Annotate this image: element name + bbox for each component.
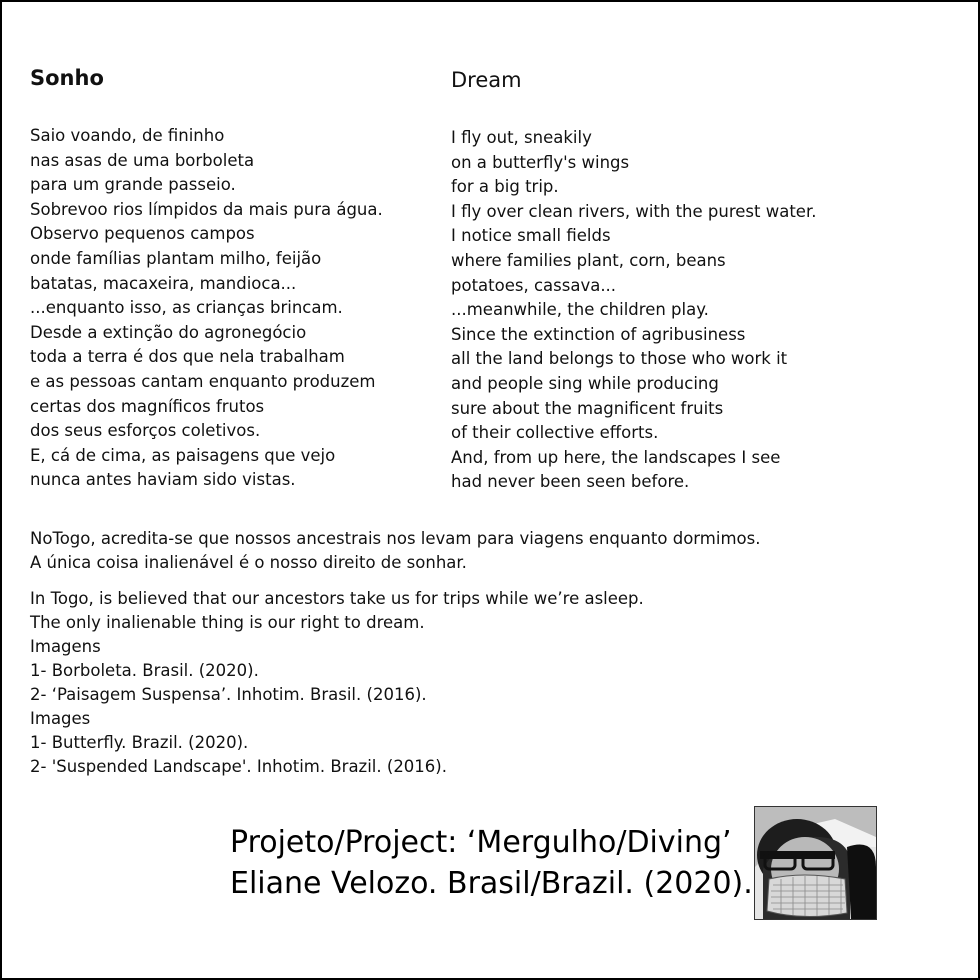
image-credit-line: 2- ‘Paisagem Suspensa’. Inhotim. Brasil. (2016). xyxy=(30,685,427,704)
poem-line: I fly out, sneakily xyxy=(451,128,592,147)
poem-line: nas asas de uma borboleta xyxy=(30,150,255,170)
poem-line: E, cá de cima, as paisagens que vejo xyxy=(30,445,336,465)
poem-line: Sobrevoo rios límpidos da mais pura água. xyxy=(30,199,383,219)
poem-line: had never been seen before. xyxy=(451,472,690,492)
poem-line: for a big trip. xyxy=(451,177,559,197)
author-portrait-icon xyxy=(755,807,876,919)
poem-line: e as pessoas cantam enquanto produzem xyxy=(30,371,376,391)
poem-line: ...enquanto isso, as crianças brincam. xyxy=(30,298,343,318)
notes-pt xyxy=(30,527,760,575)
note-line: In Togo, is believed that our ancestors take us for trips while we’re asleep. xyxy=(30,589,644,608)
poem-line: on a butterfly's wings xyxy=(451,152,630,172)
project-credits xyxy=(230,822,753,904)
image-credit-line: 1- Butterfly. Brazil. (2020). xyxy=(30,733,249,752)
poem-title-en: Dream xyxy=(451,68,522,92)
note-line: NoTogo, acredita-se que nossos ancestrais nos levam para viagens enquanto dormimos. xyxy=(30,529,761,548)
project-title: Projeto/Project: ‘Mergulho/Diving’ xyxy=(230,825,732,860)
poem-line: of their collective efforts. xyxy=(451,423,659,443)
poem-line: I fly over clean rivers, with the purest water. xyxy=(451,201,817,221)
poem-line: dos seus esforços coletivos. xyxy=(30,421,261,441)
poem-line: potatoes, cassava... xyxy=(451,275,617,295)
poem-line: where families plant, corn, beans xyxy=(451,250,726,270)
poem-line: onde famílias plantam milho, feijão xyxy=(30,248,322,268)
poem-line: toda a terra é dos que nela trabalham xyxy=(30,347,345,367)
image-credit-line: 2- 'Suspended Landscape'. Inhotim. Brazil. (2016). xyxy=(30,757,447,776)
poem-line: Observo pequenos campos xyxy=(30,224,255,244)
image-credits-heading-en: Images xyxy=(30,709,91,728)
poem-line: batatas, macaxeira, mandioca... xyxy=(30,273,297,293)
poem-line: And, from up here, the landscapes I see xyxy=(451,447,781,467)
poem-line: I notice small fields xyxy=(451,226,611,246)
poem-line: certas dos magníficos frutos xyxy=(30,396,265,416)
note-line: A única coisa inalienável é o nosso direito de sonhar. xyxy=(30,553,467,572)
note-line: The only inalienable thing is our right to dream. xyxy=(30,613,425,632)
image-credit-line: 1- Borboleta. Brasil. (2020). xyxy=(30,661,259,680)
poem-body-en xyxy=(451,126,816,495)
poem-line: and people sing while producing xyxy=(451,373,719,393)
poem-body-pt xyxy=(30,124,383,493)
poem-line: nunca antes haviam sido vistas. xyxy=(30,470,296,490)
poem-line: para um grande passeio. xyxy=(30,175,236,195)
poem-line: Since the extinction of agribusiness xyxy=(451,324,746,344)
poem-line: Saio voando, de fininho xyxy=(30,126,225,145)
poem-line: ...meanwhile, the children play. xyxy=(451,300,709,320)
poem-title-pt: Sonho xyxy=(30,66,104,90)
poem-line: all the land belongs to those who work it xyxy=(451,349,788,369)
image-credits-heading-pt: Imagens xyxy=(30,637,101,656)
poem-line: sure about the magnificent fruits xyxy=(451,398,724,418)
poem-line: Desde a extinção do agronegócio xyxy=(30,322,307,342)
notes-en xyxy=(30,587,644,779)
author-photo xyxy=(754,806,877,920)
author-line: Eliane Velozo. Brasil/Brazil. (2020). xyxy=(230,866,753,901)
